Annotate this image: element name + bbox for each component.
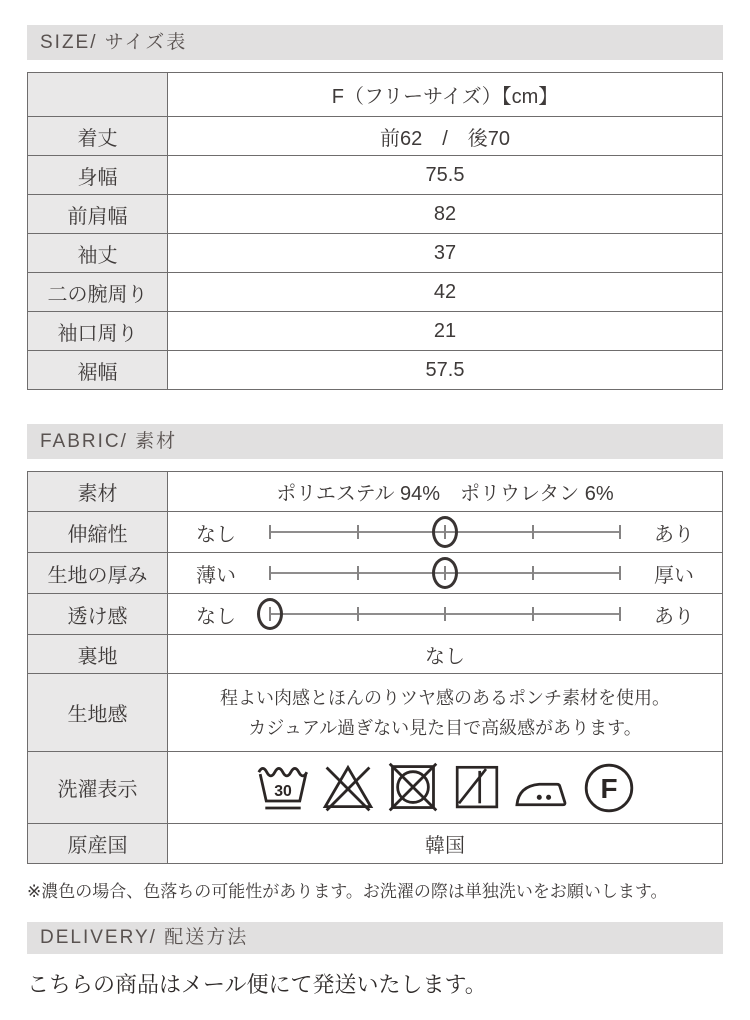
row-label: 洗濯表示	[28, 752, 168, 824]
row-label: 透け感	[28, 594, 168, 635]
texture-row	[28, 674, 723, 752]
row-value: 21	[168, 312, 723, 351]
sheerness-scale-row	[28, 594, 723, 635]
scale-left-label: なし	[196, 523, 236, 546]
stretch-scale	[168, 512, 723, 553]
row-label: 袖口周り	[28, 312, 168, 351]
origin-row	[28, 824, 723, 864]
row-label: 前肩幅	[28, 195, 168, 234]
care-symbols	[168, 752, 723, 824]
rating-scale	[270, 553, 620, 593]
size-section-header	[27, 25, 723, 60]
size-header-cell: F（フリーサイズ）【cm】	[168, 73, 723, 117]
table-row	[28, 156, 723, 195]
row-label: 袖丈	[28, 234, 168, 273]
texture-description	[168, 674, 723, 752]
scale-marker-circle	[432, 557, 458, 589]
row-label: 生地の厚み	[28, 553, 168, 594]
size-table-header-row	[28, 73, 723, 117]
thickness-scale	[168, 553, 723, 594]
iron-medium-2-dots-icon	[513, 761, 573, 815]
lining-value: なし	[168, 635, 723, 674]
scale-right-label: あり	[654, 605, 694, 628]
row-label: 裾幅	[28, 351, 168, 390]
svg-text:30: 30	[273, 782, 292, 800]
thickness-scale-row	[28, 553, 723, 594]
material-value: ポリエステル 94% ポリウレタン 6%	[168, 472, 723, 512]
do-not-bleach-icon	[320, 761, 376, 815]
lining-row	[28, 635, 723, 674]
origin-value: 韓国	[168, 824, 723, 864]
stretch-scale-row	[28, 512, 723, 553]
row-value: 前62 / 後70	[168, 117, 723, 156]
row-label: 身幅	[28, 156, 168, 195]
row-value: 75.5	[168, 156, 723, 195]
wash-care-note: ※濃色の場合、色落ちの可能性があります。お洗濯の際は単独洗いをお願いします。	[27, 882, 668, 901]
row-label: 素材	[28, 472, 168, 512]
texture-line-1: 程よい肉感とほんのりツヤ感のあるポンチ素材を使用。	[220, 687, 670, 708]
delivery-section-title: DELIVERY/ 配送方法	[40, 927, 249, 948]
dry-clean-petroleum-F-icon	[582, 761, 636, 815]
scale-right-label: あり	[654, 523, 694, 546]
rating-scale	[270, 512, 620, 552]
scale-right-label: 厚い	[654, 564, 694, 587]
row-label: 原産国	[28, 824, 168, 864]
scale-left-label: なし	[196, 605, 236, 628]
fabric-section-title: FABRIC/ 素材	[40, 431, 178, 452]
row-value: 57.5	[168, 351, 723, 390]
delivery-section-header	[27, 922, 723, 954]
sheerness-scale	[168, 594, 723, 635]
fabric-table	[27, 471, 723, 864]
scale-left-label: 薄い	[196, 564, 236, 587]
row-label: 着丈	[28, 117, 168, 156]
row-value: 42	[168, 273, 723, 312]
table-row	[28, 195, 723, 234]
table-row	[28, 351, 723, 390]
row-value: 37	[168, 234, 723, 273]
material-row	[28, 472, 723, 512]
scale-marker-circle	[432, 516, 458, 548]
care-symbols-row	[28, 752, 723, 824]
size-section-title: SIZE/ サイズ表	[40, 32, 188, 53]
table-row	[28, 234, 723, 273]
svg-text:F: F	[599, 772, 618, 804]
row-label: 二の腕周り	[28, 273, 168, 312]
row-label: 裏地	[28, 635, 168, 674]
shipping-method-text: こちらの商品はメール便にて発送いたします。	[27, 972, 487, 997]
line-dry-in-shade-icon	[450, 761, 504, 815]
table-row	[28, 312, 723, 351]
fabric-section-header	[27, 424, 723, 459]
table-row	[28, 273, 723, 312]
scale-marker-circle	[257, 598, 283, 630]
row-label: 伸縮性	[28, 512, 168, 553]
do-not-tumble-dry-icon	[385, 761, 441, 815]
row-label: 生地感	[28, 674, 168, 752]
table-row	[28, 117, 723, 156]
rating-scale	[270, 594, 620, 634]
row-value: 82	[168, 195, 723, 234]
size-table	[27, 72, 723, 390]
texture-line-2: カジュアル過ぎない見た目で高級感があります。	[248, 717, 642, 738]
wash-30-gentle-icon	[255, 761, 311, 815]
size-header-empty-cell	[28, 73, 168, 117]
